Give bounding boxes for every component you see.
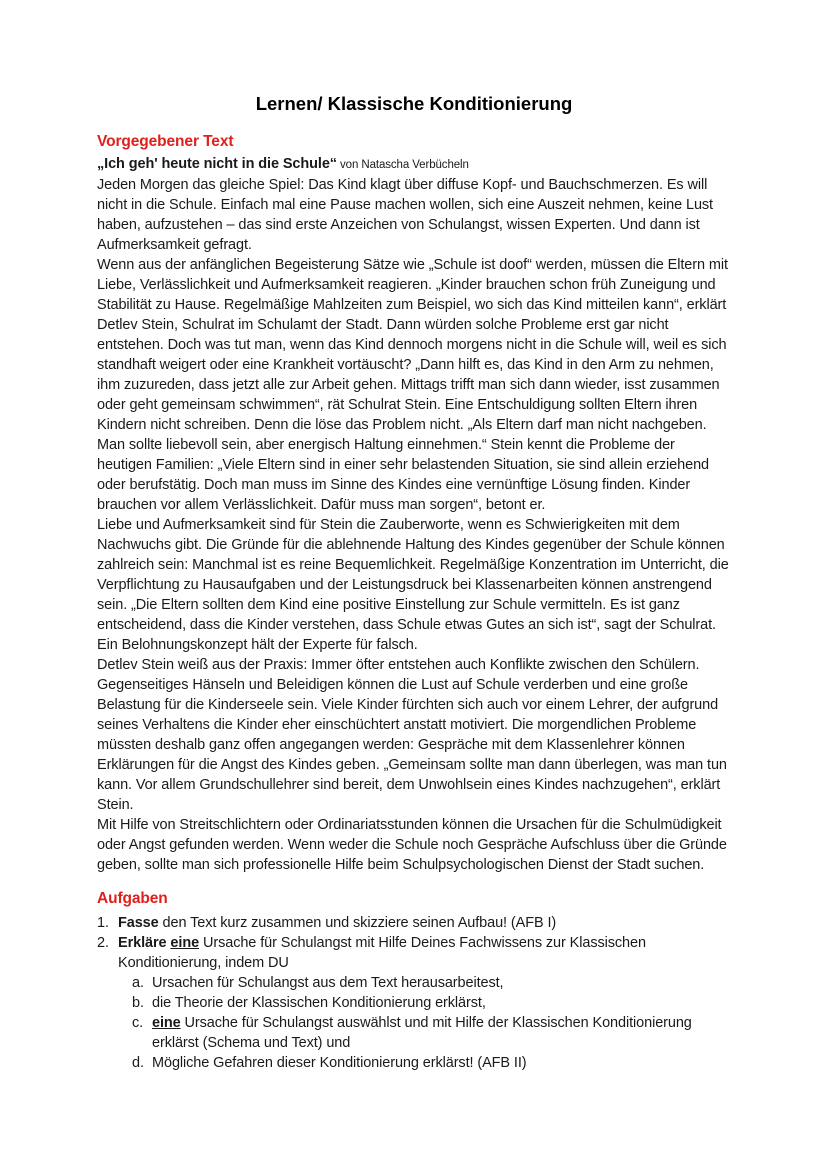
task-2d-letter: d. <box>132 1055 144 1071</box>
task-2-text <box>118 933 731 973</box>
task-2c-emphasis: eine <box>152 1015 181 1031</box>
task-2a-letter: a. <box>132 975 144 991</box>
task-2d <box>132 1053 731 1073</box>
task-2a-text: Ursachen für Schulangst aus dem Text herausarbeitest, <box>152 975 504 991</box>
tasks-section <box>97 889 731 1073</box>
article-title-line <box>97 154 731 175</box>
task-item-1 <box>97 913 731 933</box>
given-text-heading: Vorgegebener Text <box>97 133 234 150</box>
task-2b-letter: b. <box>132 995 144 1011</box>
article-paragraph-3: Liebe und Aufmerksamkeit sind für Stein die Zauberworte, wenn es Schwierigkeiten mit dem Nachwuchs gibt. Die Gründe für die ablehnende Haltung des Kindes gegenüber der Schule können zahlreich sein: Manchmal ist es reine Bequemlichkeit. Regelmäßige Konzentration im Unterricht, die Verpflichtung zu Hausaufgaben und der Leistungsdruck bei Klassenarbeiten können anstrengend sein. „Die Eltern sollten dem Kind eine positive Einstellung zur Schule vermitteln. Es ist ganz entscheidend, dass die Kinder verstehen, dass Schule etwas Gutes an sich ist“, sagt der Schulrat. Ein Belohnungskonzept hält der Experte für falsch. <box>97 517 729 653</box>
task-2-emphasis: eine <box>170 935 200 951</box>
task-2c-rest: Ursache für Schulangst auswählst und mit Hilfe der Klassischen Konditionierung erklärst (Schema und Text) und <box>152 1015 692 1051</box>
task-2-rest: Ursache für Schulangst mit Hilfe Deines Fachwissens zur Klassischen Konditionierung, indem DU <box>118 935 646 971</box>
task-1-rest: den Text kurz zusammen und skizziere seinen Aufbau! (AFB I) <box>158 915 557 931</box>
article-title: „Ich geh' heute nicht in die Schule“ <box>97 156 337 172</box>
task-2c-letter: c. <box>132 1015 144 1031</box>
article-paragraph-2: Wenn aus der anfänglichen Begeisterung Sätze wie „Schule ist doof“ werden, müssen die Eltern mit Liebe, Verlässlichkeit und Aufmerksamkeit reagieren. „Kinder brauchen schon früh Zuneigung und Stabilität zu Hause. Regelmäßige Mahlzeiten zum Beispiel, wo sich das Kind mitteilen kann“, erklärt Detlev Stein, Schulrat im Schulamt der Stadt. Dann würden solche Probleme erst gar nicht entstehen. Doch was tut man, wenn das Kind dennoch morgens nicht in die Schule will, weil es sich standhaft weigert oder eine Krankheit vortäuscht? „Dann hilft es, das Kind in den Arm zu nehmen, ihm zuzureden, dass jetzt alle zur Arbeit gehen. Mittags trifft man sich dann wieder, isst zusammen oder geht gemeinsam schwimmen“, rät Schulrat Stein. Eine Entschuldigung sollten Eltern ihren Kindern nicht schreiben. Denn die löse das Problem nicht. „Als Eltern darf man nicht nachgeben. Man sollte liebevoll sein, aber energisch Haltung einnehmen.“ Stein kennt die Probleme der heutigen Familien: „Viele Eltern sind in einer sehr belastenden Situation, sie sind allein erziehend oder berufstätig. Doch man muss im Sinne des Kindes eine vernünftige Lösung finden. Kinder brauchen vor allem Verlässlichkeit. Dafür muss man sorgen“, betont er. <box>97 257 728 513</box>
task-2c <box>132 1013 731 1053</box>
task-2b <box>132 993 731 1013</box>
task-2-number: 2. <box>97 935 109 951</box>
page-title: Lernen/ Klassische Konditionierung <box>255 93 573 114</box>
task-1-number: 1. <box>97 915 109 931</box>
tasks-heading: Aufgaben <box>97 890 168 907</box>
task-2a <box>132 973 731 993</box>
task-2-verb: Erkläre <box>118 935 171 951</box>
task-1-verb: Fasse <box>118 915 159 931</box>
article-paragraph-5: Mit Hilfe von Streitschlichtern oder Ordinariatsstunden können die Ursachen für die Schulmüdigkeit oder Angst gefunden werden. Wenn weder die Schule noch Gespräche Aufschluss über die Gründe geben, sollte man sich professionelle Hilfe beim Schulpsychologischen Dienst der Stadt suchen. <box>97 817 727 873</box>
task-item-2 <box>97 933 731 973</box>
article-paragraph-1: Jeden Morgen das gleiche Spiel: Das Kind klagt über diffuse Kopf- und Bauchschmerzen. Es will nicht in die Schule. Einfach mal eine Pause machen wollen, sich eine Auszeit nehmen, keine Lust haben, aufzustehen – das sind erste Anzeichen von Schulangst, wissen Experten. Und dann ist Aufmerksamkeit gefragt. <box>97 177 713 253</box>
task-1-text <box>118 913 731 933</box>
task-2c-text <box>152 1013 731 1053</box>
given-text-section <box>97 132 731 875</box>
task-2d-text: Mögliche Gefahren dieser Konditionierung erklärst! (AFB II) <box>152 1055 527 1071</box>
article-paragraph-4: Detlev Stein weiß aus der Praxis: Immer öfter entstehen auch Konflikte zwischen den Schülern. Gegenseitiges Hänseln und Beleidigen können die Lust auf Schule verderben und eine große Belastung für die Kinderseele sein. Viele Kinder fürchten sich auch vor einem Lehrer, der aufgrund seines Verhaltens die Kinder eher einschüchtert anstatt motiviert. Die morgendlichen Probleme müssten deshalb ganz offen angegangen werden: Gespräche mit dem Klassenlehrer können Erklärungen für die Angst des Kindes geben. „Gemeinsam sollte man dann überlegen, was man tun kann. Vor allem Grundschullehrer sind bereit, dem Unwohlsein eines Kindes nachzugehen“, erklärt Stein. <box>97 657 727 813</box>
article-byline: von Natascha Verbücheln <box>336 159 469 171</box>
task-2b-text: die Theorie der Klassischen Konditionierung erklärst, <box>152 995 486 1011</box>
